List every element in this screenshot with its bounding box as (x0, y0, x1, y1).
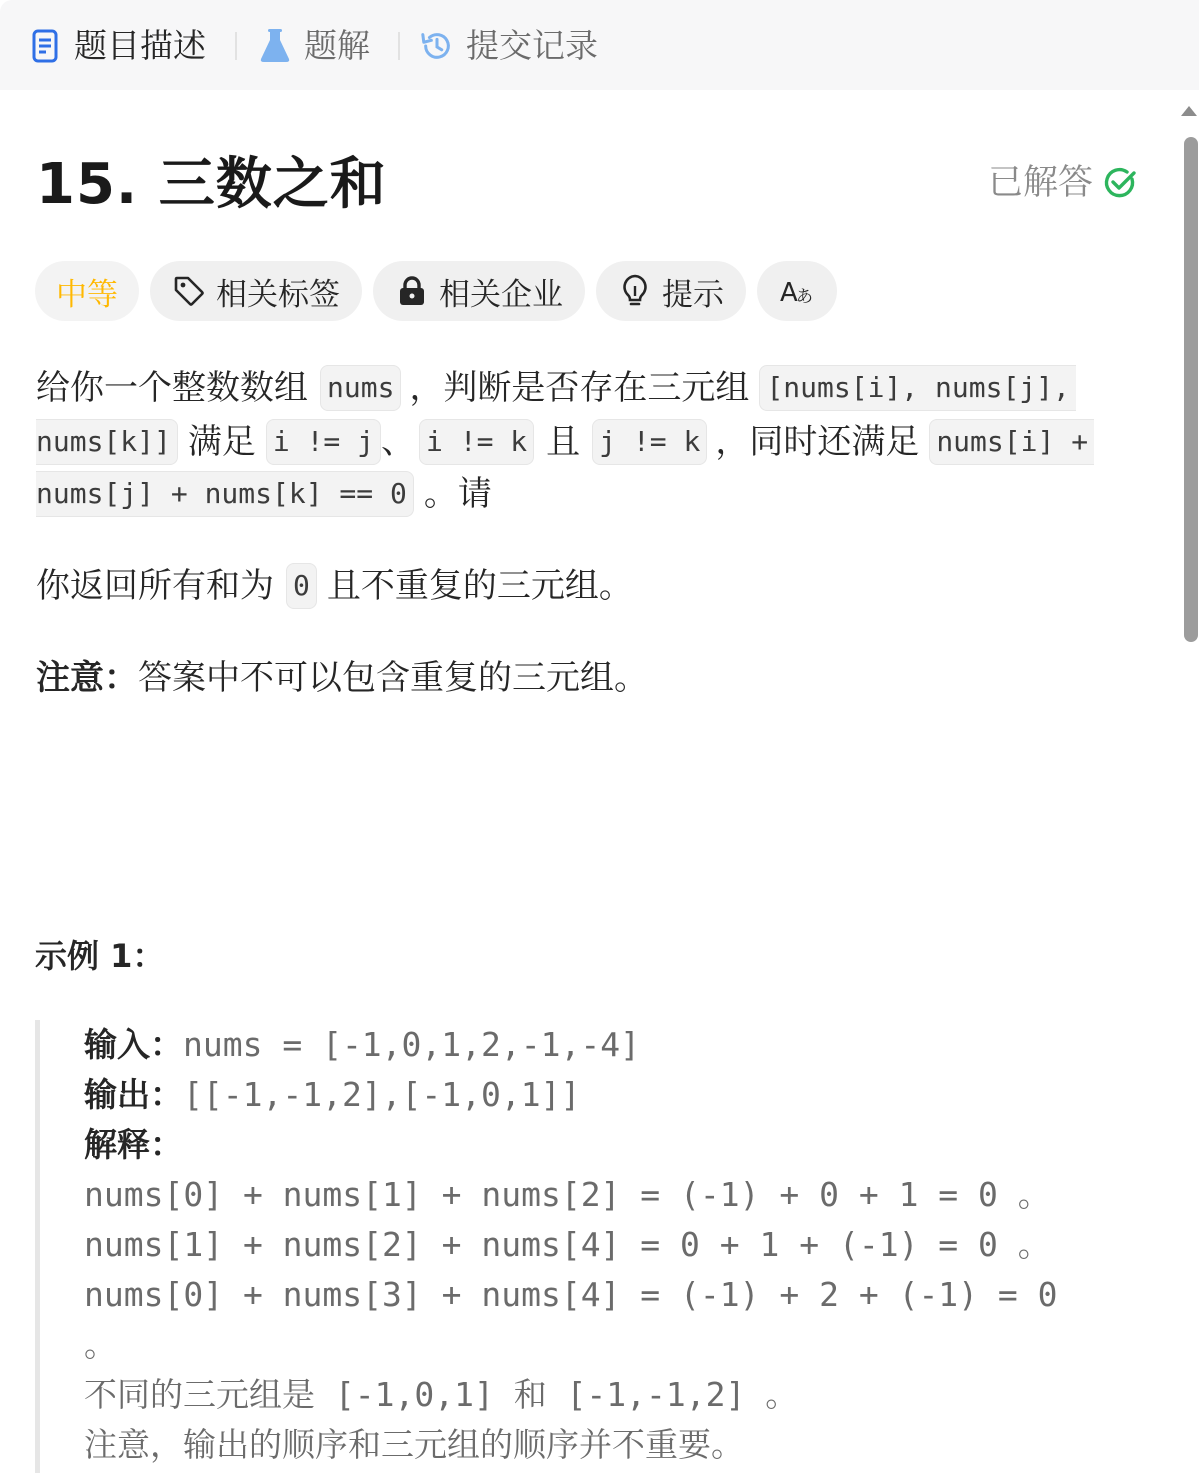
translate-button[interactable] (757, 261, 837, 321)
description-line (36, 468, 492, 520)
text: 。请 (423, 474, 492, 514)
text: ，同时还满足 (715, 422, 920, 462)
explanation-label: 解释： (84, 1125, 183, 1164)
scrollbar-thumb[interactable] (1184, 137, 1198, 642)
explanation-line: nums[0] + nums[1] + nums[2] = (-1) + 0 + 1 = 0 。 (84, 1175, 1051, 1214)
description-line (36, 560, 633, 612)
code-text: [-1,0,1] (315, 1375, 514, 1414)
example-block (35, 1020, 1155, 1473)
lock-icon (395, 274, 429, 308)
related-topics-button[interactable] (150, 261, 362, 321)
translate-icon (779, 274, 815, 308)
tab-solutions[interactable] (258, 22, 370, 70)
related-topics-label: 相关标签 (216, 276, 340, 313)
text: ，判断是否存在三元组 (409, 368, 750, 408)
description-line (36, 362, 1076, 414)
inline-code: nums[i] + (929, 419, 1094, 465)
inline-code: nums (320, 365, 401, 411)
lightbulb-icon (618, 274, 652, 308)
solved-label: 已解答 (988, 163, 1094, 203)
tab-description[interactable] (28, 22, 206, 70)
related-companies-label: 相关企业 (439, 276, 563, 313)
explanation-line: 注意，输出的顺序和三元组的顺序并不重要。 (84, 1425, 744, 1464)
related-companies-button[interactable] (373, 261, 585, 321)
text: 和 (513, 1375, 547, 1414)
tab-divider (235, 32, 237, 60)
scroll-up-arrow[interactable] (1181, 106, 1197, 116)
inline-code: nums[j] + nums[k] == 0 (36, 471, 414, 517)
solved-status (988, 158, 1137, 208)
example-title: 示例 1： (35, 937, 165, 975)
example-explanation-label-line (84, 1120, 183, 1170)
code-text: [-1,-1,2] 。 (546, 1375, 799, 1414)
tab-solutions-label: 题解 (304, 26, 370, 65)
text: 你返回所有和为 (36, 566, 274, 606)
tab-bar (0, 0, 1199, 90)
output-label: 输出： (84, 1075, 183, 1114)
document-icon (28, 27, 62, 65)
history-icon (420, 27, 454, 65)
input-value: nums = [-1,0,1,2,-1,-4] (183, 1025, 640, 1064)
text: 且 (546, 422, 581, 462)
input-label: 输入： (84, 1025, 183, 1064)
inline-code: nums[k]] (36, 419, 178, 465)
explanation-line: 。 (84, 1325, 117, 1364)
note-line (36, 652, 648, 704)
text: 不同的三元组是 (84, 1375, 315, 1414)
tab-submissions-label: 提交记录 (466, 26, 598, 65)
text: 满足 (187, 422, 256, 462)
tab-description-label: 题目描述 (74, 26, 206, 65)
explanation-line: nums[0] + nums[3] + nums[4] = (-1) + 2 + (-1) = 0 (84, 1275, 1058, 1314)
flask-icon (258, 27, 292, 65)
inline-code: j != k (592, 419, 707, 465)
note-label: 注意： (36, 658, 138, 698)
explanation-line: nums[1] + nums[2] + nums[4] = 0 + 1 + (-1) = 0 。 (84, 1225, 1051, 1264)
inline-code: 0 (286, 563, 317, 609)
text: 、 (381, 422, 416, 462)
tag-icon (172, 274, 206, 308)
note-text: 答案中不可以包含重复的三元组。 (138, 658, 648, 698)
output-value: [[-1,-1,2],[-1,0,1]] (183, 1075, 581, 1114)
tab-divider (398, 32, 400, 60)
text: 给你一个整数数组 (36, 368, 308, 408)
inline-code: i != k (419, 419, 534, 465)
difficulty-badge (35, 261, 139, 321)
problem-title: 15. 三数之和 (36, 152, 387, 217)
inline-code: i != j (266, 419, 381, 465)
text: 且不重复的三元组。 (326, 566, 633, 606)
example-output-line (84, 1070, 580, 1120)
hint-label: 提示 (662, 276, 724, 313)
example-input-line (84, 1020, 640, 1070)
svg-text:あ: あ (796, 287, 813, 307)
hint-button[interactable] (596, 261, 746, 321)
description-line (36, 416, 1094, 468)
tag-row (35, 261, 837, 321)
difficulty-label: 中等 (56, 276, 118, 313)
inline-code: [nums[i], nums[j], (759, 365, 1075, 411)
check-circle-icon (1103, 166, 1137, 200)
tab-submissions[interactable] (420, 22, 598, 70)
explanation-line (84, 1370, 798, 1420)
svg-text:A: A (780, 278, 798, 308)
